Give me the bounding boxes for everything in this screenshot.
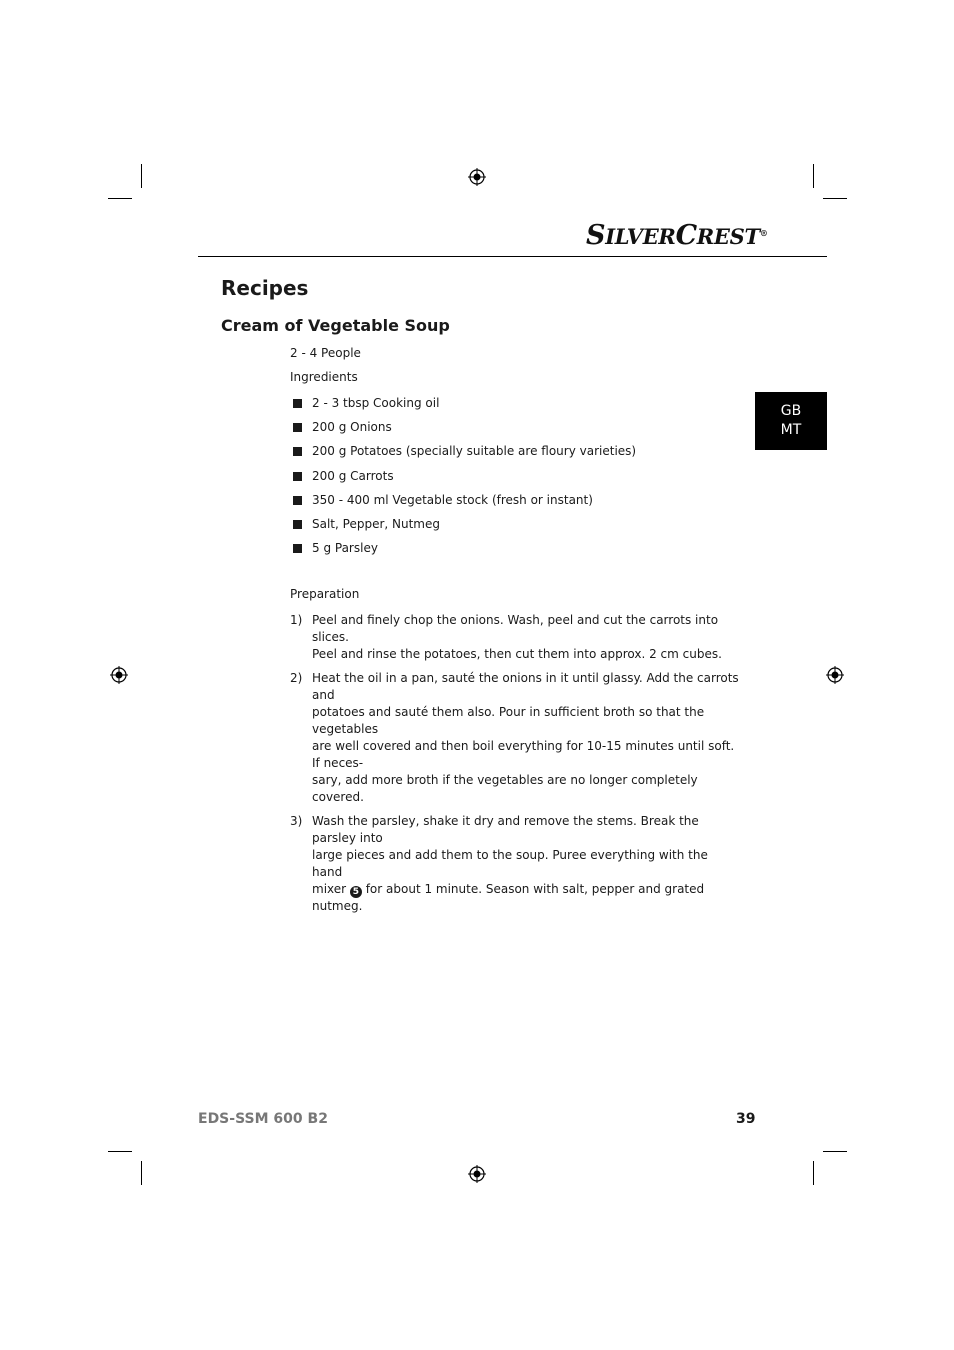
step-number: 2): [290, 671, 303, 685]
registration-mark-icon: [110, 666, 128, 684]
step-number: 3): [290, 814, 303, 828]
step-number: 1): [290, 613, 303, 627]
list-item: 5 g Parsley: [293, 540, 636, 564]
step-text: Peel and finely chop the onions. Wash, peel and cut the carrots into slices. Peel and rinse the potatoes, then cut them into approx. 2 cm cubes.: [312, 613, 722, 661]
registration-mark-icon: [468, 1165, 486, 1183]
crop-mark: [141, 164, 142, 188]
ingredients-heading: Ingredients: [290, 370, 358, 384]
preparation-heading: Preparation: [290, 587, 360, 601]
square-bullet-icon: [293, 472, 302, 481]
page-title: Recipes: [221, 276, 309, 300]
list-item: 200 g Onions: [293, 419, 636, 443]
crop-mark: [823, 1151, 847, 1152]
registration-mark-icon: [468, 168, 486, 186]
language-code: MT: [780, 422, 802, 438]
list-item: 2 - 3 tbsp Cooking oil: [293, 395, 636, 419]
header-rule: [198, 256, 827, 257]
square-bullet-icon: [293, 399, 302, 408]
step-text: Heat the oil in a pan, sauté the onions in it until glassy. Add the carrots and potatoes and sauté them also. Pour in sufficient broth so that the vegetables are well covered and then boil everything for 10-15 minutes until soft. If neces- sary, add more broth if the vegetables are no longer completely covered.: [312, 671, 739, 804]
step-item: [290, 813, 740, 915]
list-item: 200 g Carrots: [293, 468, 636, 492]
preparation-steps: [290, 612, 740, 922]
step-item: [290, 612, 740, 663]
step-text: Wash the parsley, shake it dry and remove the stems. Break the parsley into large pieces and add them to the soup. Puree everything with the hand mixer 5 for about 1 minute. Season with salt, pepper and grated nutmeg.: [312, 814, 708, 913]
brand-logo: SILVERCREST®: [586, 220, 768, 251]
language-tab: [755, 392, 827, 450]
list-item: Salt, Pepper, Nutmeg: [293, 516, 636, 540]
registration-mark-icon: [826, 666, 844, 684]
step-item: [290, 670, 740, 806]
crop-mark: [823, 198, 847, 199]
square-bullet-icon: [293, 447, 302, 456]
crop-mark: [108, 198, 132, 199]
square-bullet-icon: [293, 544, 302, 553]
crop-mark: [813, 164, 814, 188]
crop-mark: [141, 1161, 142, 1185]
square-bullet-icon: [293, 423, 302, 432]
list-item: 200 g Potatoes (specially suitable are floury varieties): [293, 443, 636, 467]
part-reference-icon: 5: [350, 886, 362, 898]
ingredients-list: [293, 395, 636, 564]
recipe-title: Cream of Vegetable Soup: [221, 316, 450, 335]
square-bullet-icon: [293, 520, 302, 529]
footer-model: EDS-SSM 600 B2: [198, 1111, 328, 1127]
square-bullet-icon: [293, 496, 302, 505]
crop-mark: [108, 1151, 132, 1152]
crop-mark: [813, 1161, 814, 1185]
list-item: 350 - 400 ml Vegetable stock (fresh or instant): [293, 492, 636, 516]
page-number: 39: [736, 1111, 756, 1127]
servings: 2 - 4 People: [290, 346, 361, 360]
language-code: GB: [780, 403, 802, 419]
